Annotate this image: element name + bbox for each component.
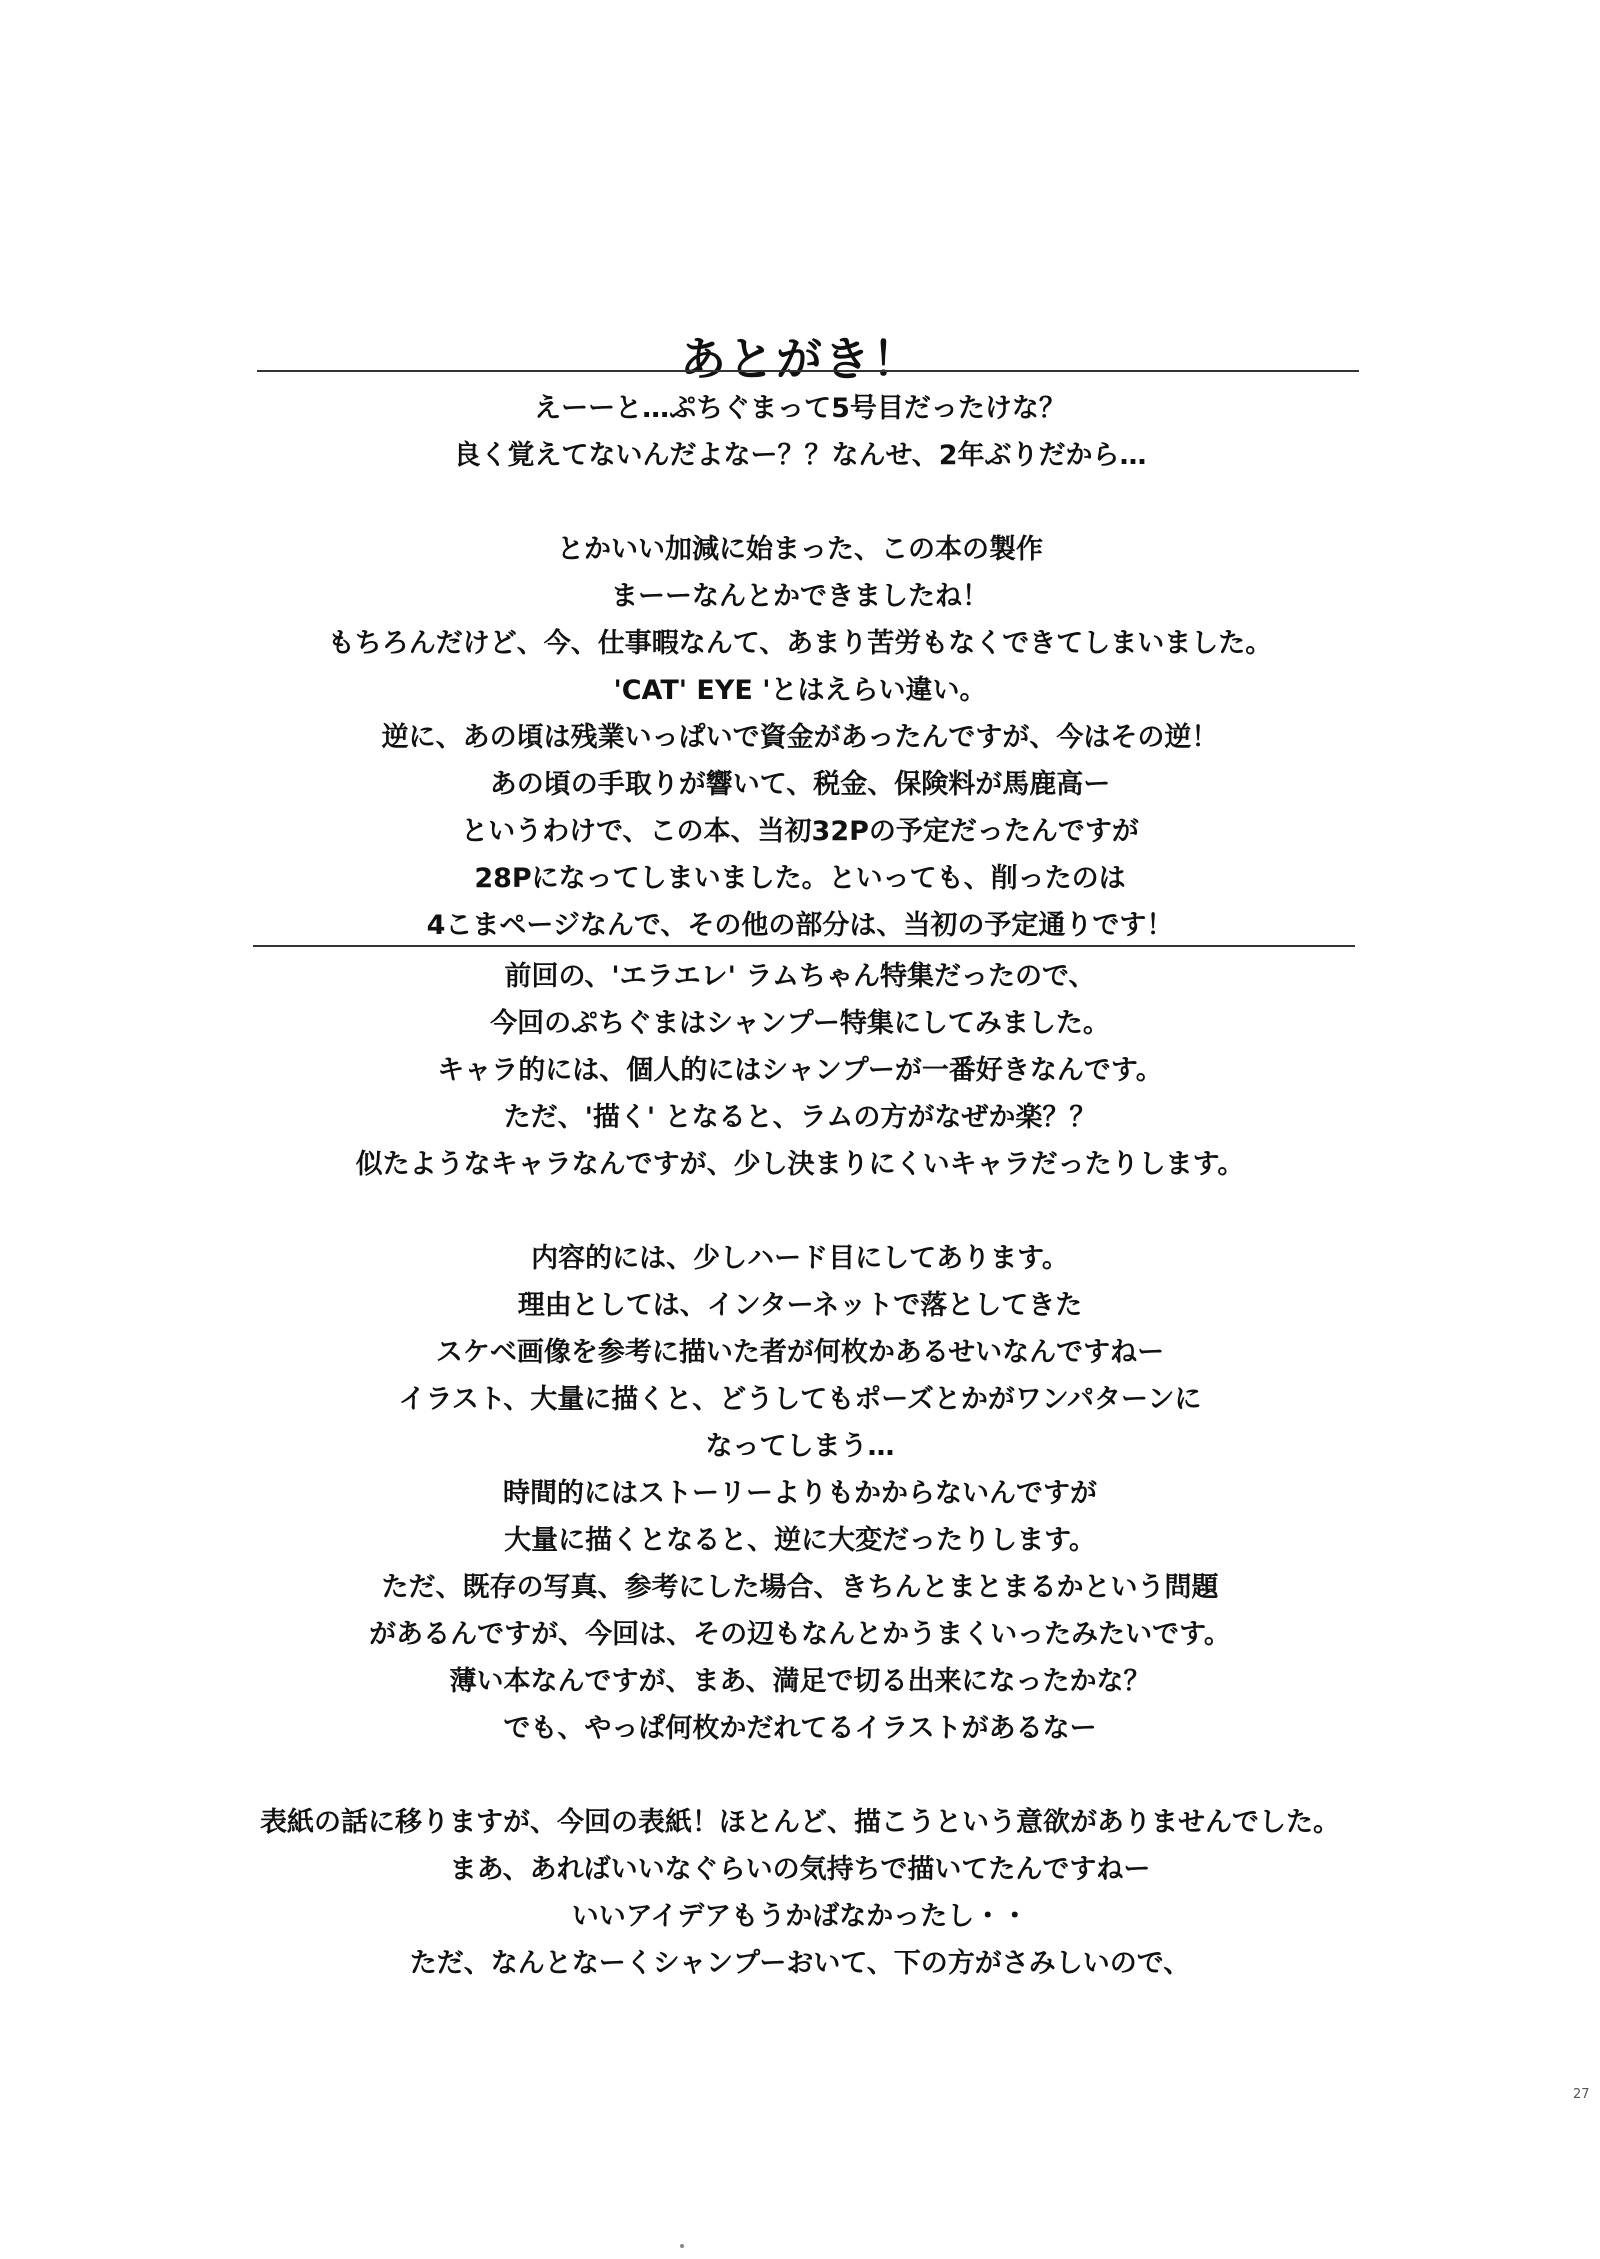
text-line: 逆に、あの頃は残業いっぱいで資金があったんですが、今はその逆！	[381, 722, 1219, 753]
text-line: 時間的にはストーリーよりもかからないんですが	[503, 1478, 1097, 1509]
text-line: とかいい加減に始まった、この本の製作	[557, 534, 1043, 565]
blank-line	[0, 479, 1600, 526]
section-intro	[0, 385, 1600, 949]
text-line: 薄い本なんですが、まあ、満足で切る出来になったかな？	[449, 1666, 1151, 1697]
text-line: 28Pになってしまいました。といっても、削ったのは	[474, 863, 1126, 894]
text-line: 似たようなキャラなんですが、少し決まりにくいキャラだったりします。	[355, 1149, 1245, 1180]
text-line: 4こまページなんで、その他の部分は、当初の予定通りです！	[426, 910, 1174, 941]
text-line: 良く覚えてないんだよなー？？なんせ、2年ぶりだから…	[453, 440, 1147, 471]
text-line: でも、やっぱ何枚かだれてるイラストがあるなー	[503, 1713, 1097, 1744]
text-line: ただ、なんとなーくシャンプーおいて、下の方がさみしいので、	[409, 1948, 1191, 1979]
text-line: ただ、'描く' となると、ラムの方がなぜか楽？？	[503, 1102, 1097, 1133]
text-line: もちろんだけど、今、仕事暇なんて、あまり苦労もなくできてしまいました。	[327, 628, 1273, 659]
text-line: というわけで、この本、当初32Pの予定だったんですが	[461, 816, 1139, 847]
section-divider	[253, 945, 1355, 947]
text-line: なってしまう…	[705, 1431, 895, 1462]
title-underline-divider	[257, 370, 1359, 372]
scan-speck	[680, 2244, 684, 2248]
text-line: あの頃の手取りが響いて、税金、保険料が馬鹿高ー	[489, 769, 1111, 800]
page-title: あとがき！	[680, 331, 920, 386]
text-line: ただ、既存の写真、参考にした場合、きちんとまとまるかという問題	[381, 1572, 1219, 1603]
text-line: スケベ画像を参考に描いた者が何枚かあるせいなんですねー	[435, 1337, 1165, 1368]
text-line: イラスト、大量に描くと、どうしてもポーズとかがワンパターンに	[398, 1384, 1202, 1415]
text-line: があるんですが、今回は、その辺もなんとかうまくいったみたいです。	[369, 1619, 1231, 1650]
text-line: 前回の、'エラエレ' ラムちゃん特集だったので、	[504, 961, 1096, 992]
text-line: まあ、あればいいなぐらいの気持ちで描いてたんですねー	[449, 1854, 1151, 1885]
text-line: えーーと…ぷちぐまって5号目だったけな？	[534, 393, 1066, 424]
text-line: いいアイデアもうかばなかったし・・	[571, 1901, 1029, 1932]
text-line: 今回のぷちぐまはシャンプー特集にしてみました。	[490, 1008, 1110, 1039]
blank-line	[0, 1752, 1600, 1799]
blank-line	[0, 1188, 1600, 1235]
text-line: 理由としては、インターネットで落としてきた	[517, 1290, 1083, 1321]
section-shampoo-feature	[0, 953, 1600, 1987]
text-line: 大量に描くとなると、逆に大変だったりします。	[504, 1525, 1096, 1556]
text-line: 内容的には、少しハード目にしてあります。	[531, 1243, 1069, 1274]
text-line: 'CAT' EYE 'とはえらい違い。	[613, 675, 987, 706]
text-line: 表紙の話に移りますが、今回の表紙！ほとんど、描こうという意欲がありませんでした。	[260, 1807, 1340, 1838]
page-number: 27	[1573, 2087, 1590, 2102]
text-line: キャラ的には、個人的にはシャンプーが一番好きなんです。	[437, 1055, 1163, 1086]
text-line: まーーなんとかできましたね！	[611, 581, 989, 612]
